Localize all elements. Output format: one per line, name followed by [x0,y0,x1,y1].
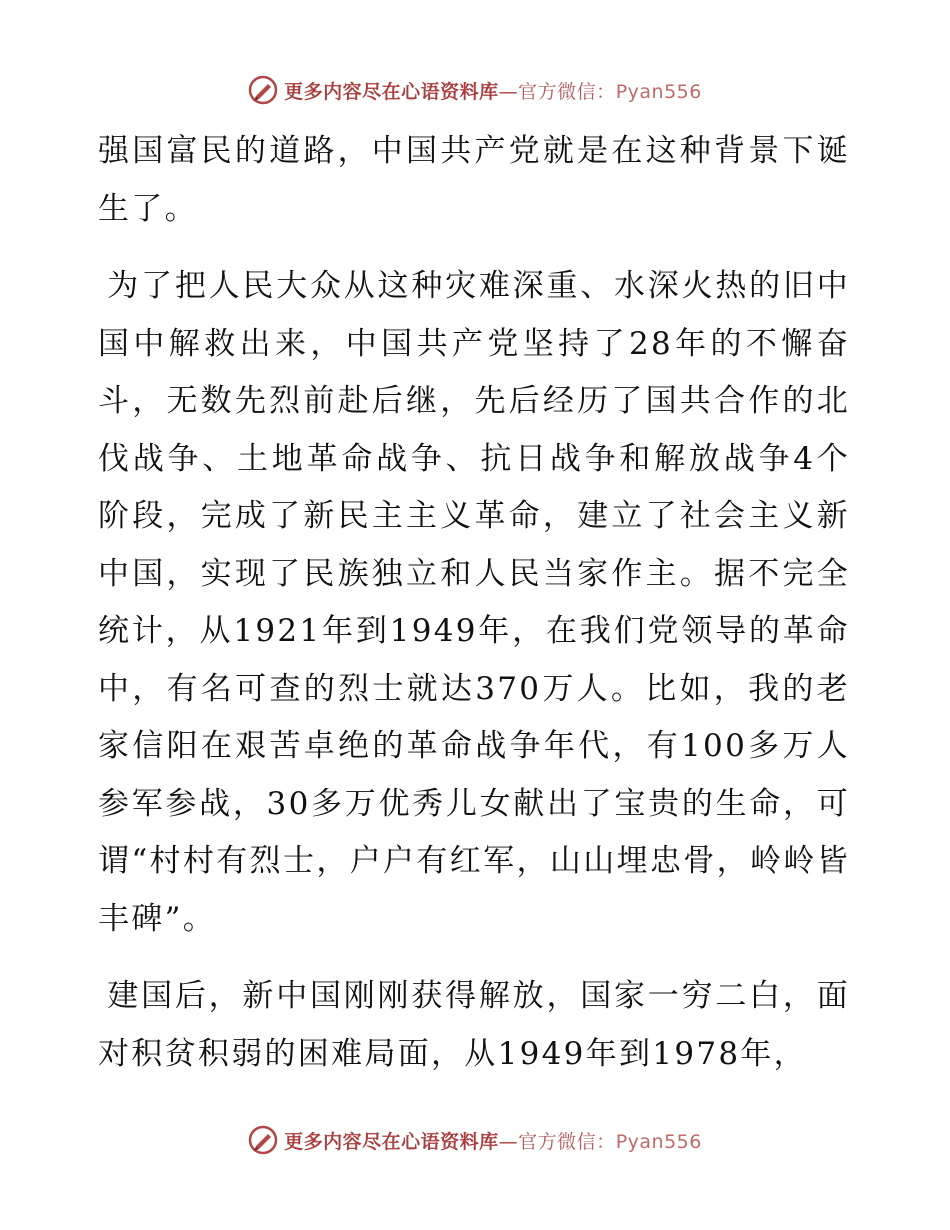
watermark-label: 官方微信： [518,1130,616,1153]
watermark-site: 更多内容尽在心语资料库 [284,1130,499,1153]
paragraph-3: 建国后，新中国刚刚获得解放，国家一穷二白，面对积贫积弱的困难局面，从1949年到1978年， [98,978,850,1072]
document-body [98,123,850,1083]
header-watermark [0,70,950,110]
paragraph-2: 为了把人民大众从这种灾难深重、水深火热的旧中国中解救出来，中国共产党坚持了28年的不懈奋斗，无数先烈前赴后继，先后经历了国共合作的北伐战争、土地革命战争、抗日战争和解放战争4个阶段，完成了新民主主义革命，建立了社会主义新中国，实现了民族独立和人民当家作主。据不完全统计，从1921年到1949年，在我们党领导的革命中，有名可查的烈士就达370万人。比如，我的老家信阳在艰苦卓绝的革命战争年代，有100多万人参军参战，30多万优秀儿女献出了宝贵的生命，可谓“村村有烈士，户户有红军，山山埋忠骨，岭岭皆丰碑”。 [98,268,850,937]
watermark-label: 官方微信： [518,80,616,103]
watermark-site: 更多内容尽在心语资料库 [284,80,499,103]
watermark-id: Pyan556 [615,80,702,103]
paragraph-1: 强国富民的道路，中国共产党就是在这种背景下诞生了。 [98,133,850,227]
watermark-dash: — [498,80,519,103]
watermark-text [284,77,702,104]
watermark-id: Pyan556 [615,1130,702,1153]
watermark-dash: — [498,1130,519,1153]
pen-logo-icon [248,1125,278,1155]
footer-watermark [0,1120,950,1160]
watermark-text [284,1127,702,1154]
pen-logo-icon [248,75,278,105]
